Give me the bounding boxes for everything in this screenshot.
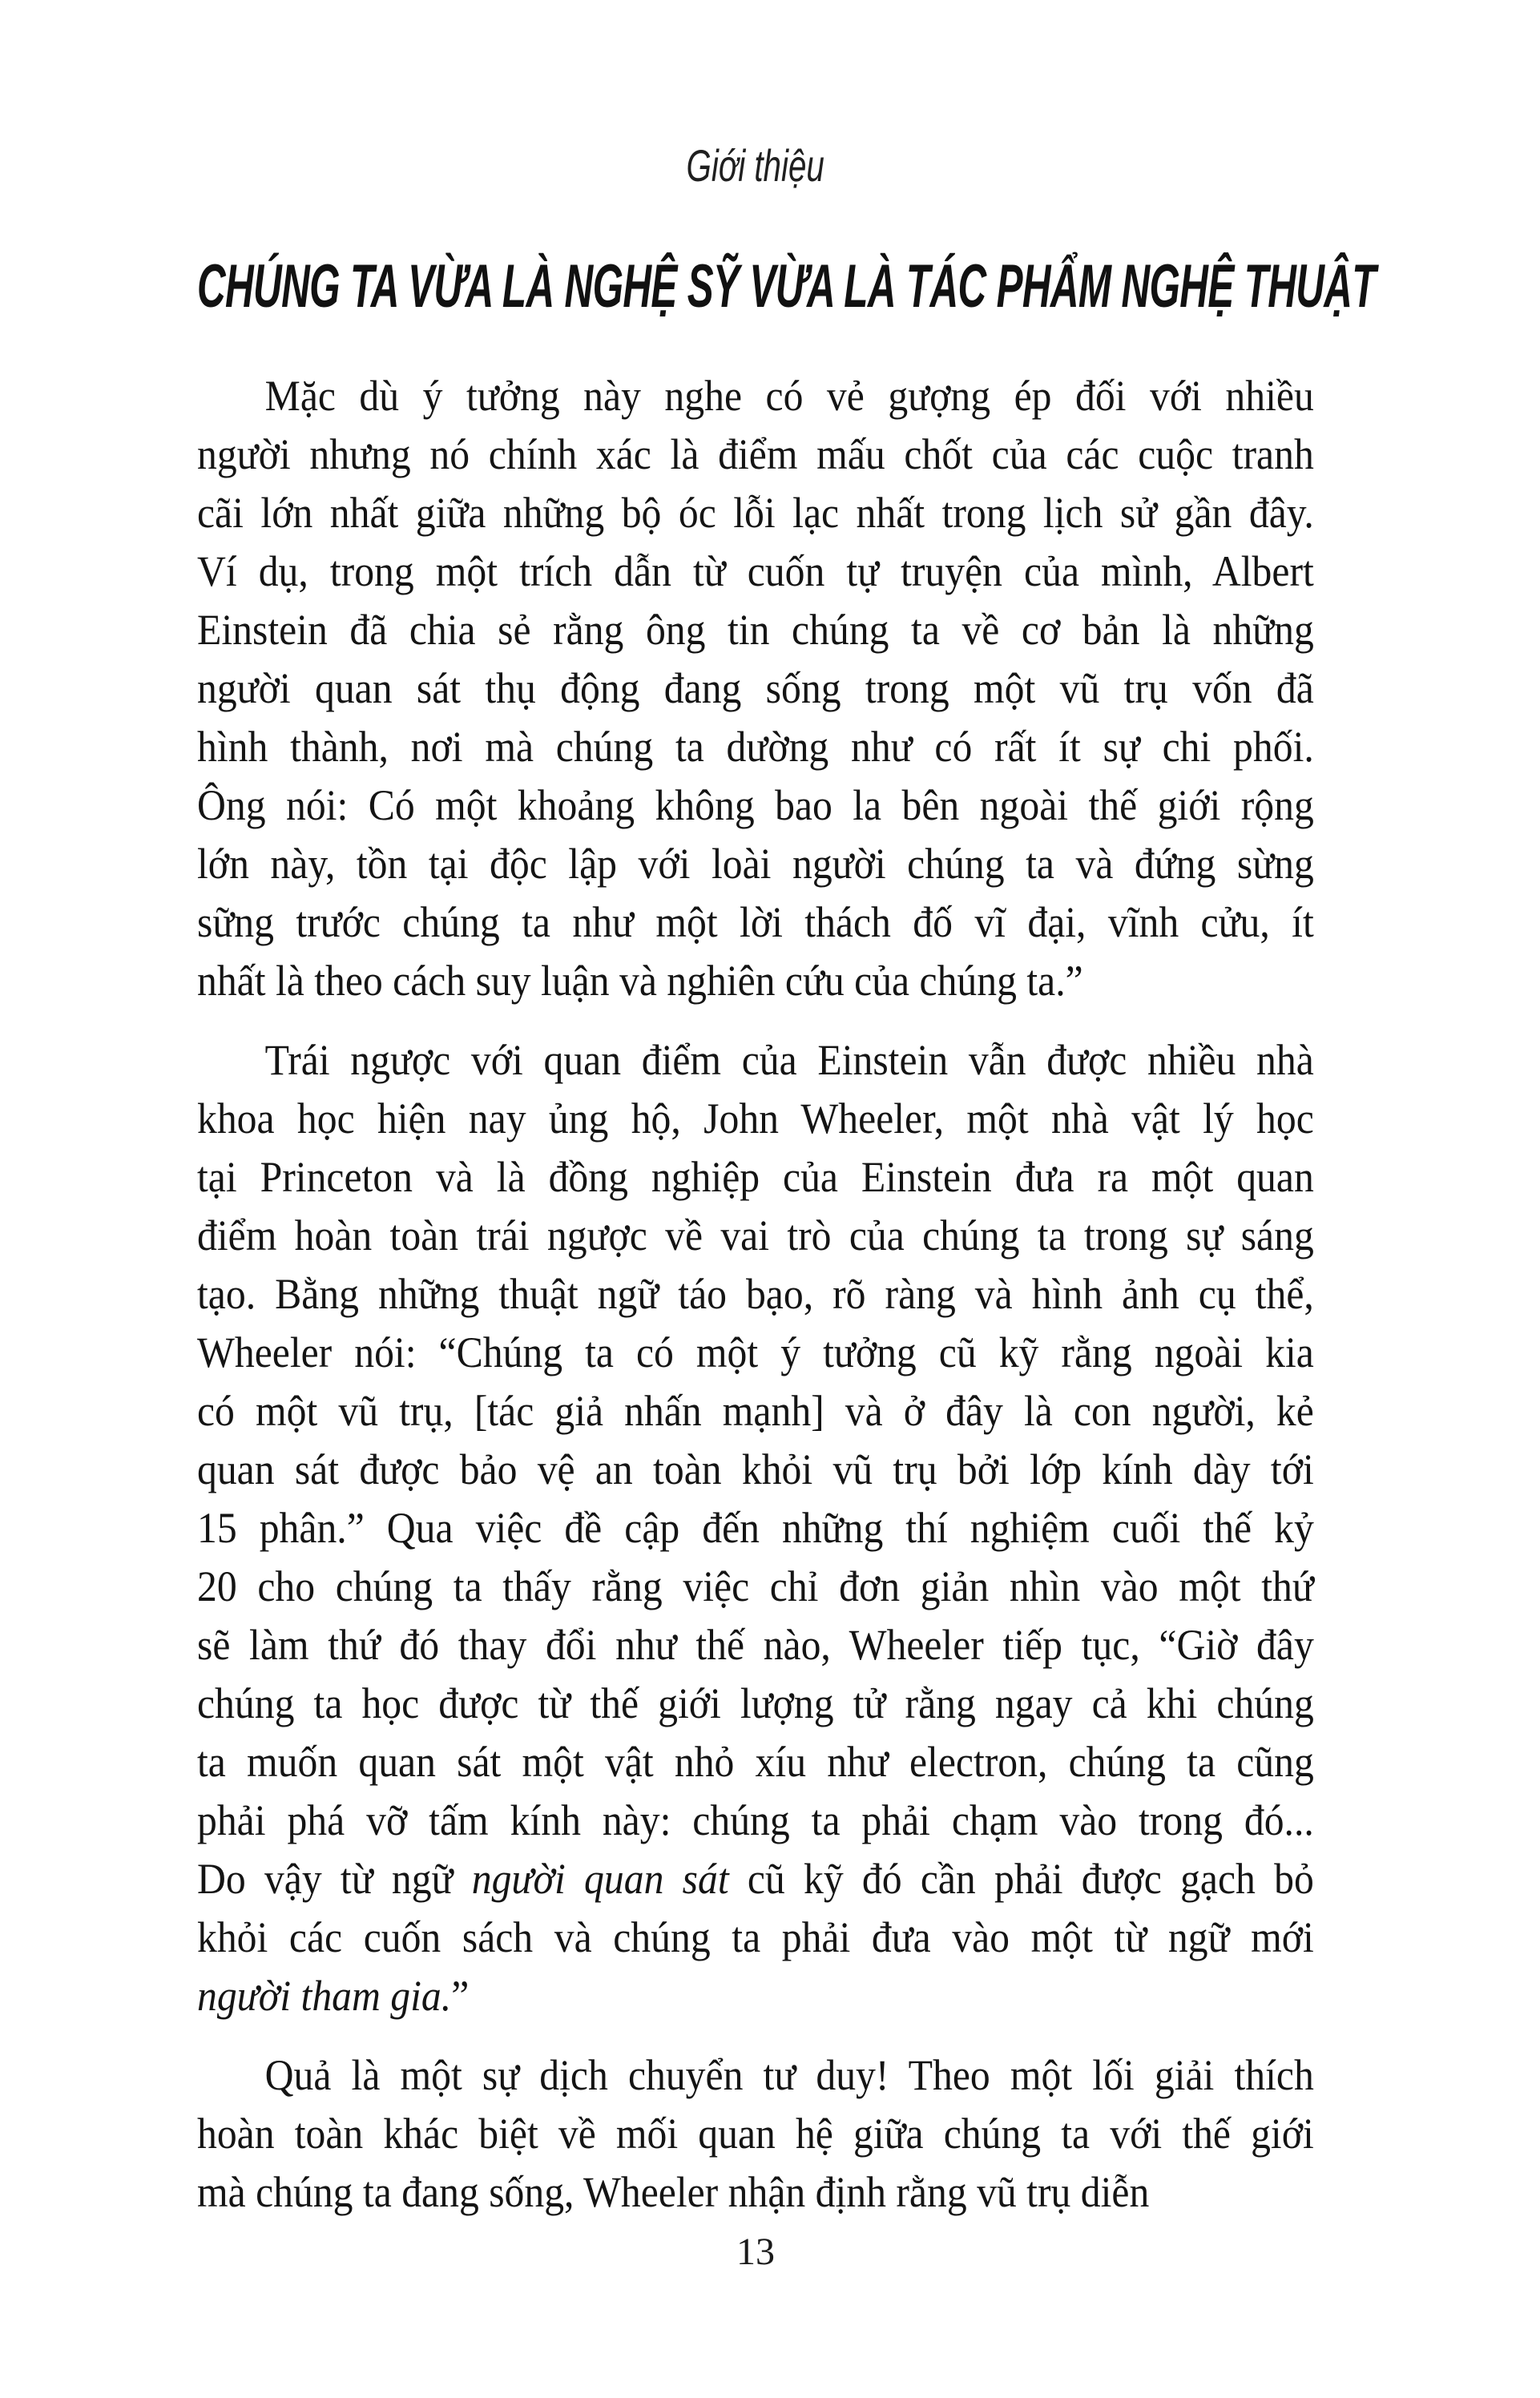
- body-text-segment: hoàn toàn khác biệt về mối quan hệ giữa chúng ta với thế giới: [197, 2110, 1314, 2158]
- paragraph: [197, 367, 1314, 1010]
- body-text-segment: tạo. Bằng những thuật ngữ táo bạo, rõ ràng và hình ảnh cụ thể,: [197, 1270, 1314, 1318]
- body-text: [197, 367, 1314, 2222]
- body-text-segment: Einstein đã chia sẻ rằng ông tin chúng ta về cơ bản là những: [197, 606, 1314, 654]
- body-text-segment: có một vũ trụ, [tác giả nhấn mạnh] và ở đây là con người, kẻ: [197, 1387, 1314, 1435]
- body-line: [197, 425, 1314, 484]
- running-head-label: Giới thiệu: [686, 140, 825, 191]
- body-text-segment: sững trước chúng ta như một lời thách đố vĩ đại, vĩnh cửu, ít: [197, 898, 1314, 946]
- body-text-segment: lớn này, tồn tại độc lập với loài người chúng ta và đứng sừng: [197, 840, 1314, 888]
- body-text-segment: Ông nói: Có một khoảng không bao la bên ngoài thế giới rộng: [197, 781, 1314, 829]
- body-text-segment: Mặc dù ý tưởng này nghe có vẻ gượng ép đối với nhiều: [264, 372, 1314, 420]
- body-text-segment: nhất là theo cách suy luận và nghiên cứu của chúng ta.”: [197, 957, 1083, 1005]
- body-line: [197, 1324, 1314, 1382]
- paragraph: [197, 1031, 1314, 2025]
- body-line: [197, 1558, 1314, 1616]
- body-line: [197, 1265, 1314, 1324]
- body-line: [197, 1675, 1314, 1733]
- body-line: [197, 1616, 1314, 1675]
- paragraph: [197, 2046, 1314, 2222]
- body-text-segment: tại Princeton và là đồng nghiệp của Einstein đưa ra một quan: [197, 1153, 1314, 1201]
- body-line: [197, 1967, 1314, 2025]
- body-text-segment: 15 phân.” Qua việc đề cập đến những thí nghiệm cuối thế kỷ: [197, 1504, 1314, 1552]
- body-line: [197, 1382, 1314, 1441]
- body-text-segment: Do vậy từ ngữ: [197, 1855, 472, 1903]
- body-text-segment: phải phá vỡ tấm kính này: chúng ta phải chạm vào trong đó...: [197, 1796, 1314, 1844]
- emphasized-text: người quan sát: [471, 1855, 729, 1903]
- body-line: [197, 367, 1314, 425]
- emphasized-text: người tham gia.: [197, 1972, 452, 2020]
- body-text-segment: hình thành, nơi mà chúng ta dường như có rất ít sự chi phối.: [197, 723, 1314, 771]
- body-line: [197, 1090, 1314, 1148]
- body-line: [197, 893, 1314, 952]
- body-text-segment: khỏi các cuốn sách và chúng ta phải đưa vào một từ ngữ mới: [197, 1913, 1314, 1961]
- body-line: [197, 2046, 1314, 2105]
- body-line: [197, 718, 1314, 776]
- body-text-segment: khoa học hiện nay ủng hộ, John Wheeler, một nhà vật lý học: [197, 1094, 1314, 1143]
- body-text-segment: Wheeler nói: “Chúng ta có một ý tưởng cũ kỹ rằng ngoài kia: [197, 1328, 1314, 1376]
- body-line: [197, 1791, 1314, 1850]
- body-text-segment: cãi lớn nhất giữa những bộ óc lỗi lạc nhất trong lịch sử gần đây.: [197, 489, 1314, 537]
- body-text-segment: Ví dụ, trong một trích dẫn từ cuốn tự truyện của mình, Albert: [197, 547, 1314, 595]
- body-text-segment: ”: [451, 1972, 470, 2020]
- body-text-segment: người quan sát thụ động đang sống trong một vũ trụ vốn đã: [197, 664, 1314, 712]
- body-text-segment: quan sát được bảo vệ an toàn khỏi vũ trụ bởi lớp kính dày tới: [197, 1445, 1314, 1493]
- body-line: [197, 952, 1314, 1010]
- body-line: [197, 1441, 1314, 1499]
- body-line: [197, 1148, 1314, 1207]
- body-text-segment: Quả là một sự dịch chuyển tư duy! Theo một lối giải thích: [264, 2051, 1314, 2099]
- body-text-segment: 20 cho chúng ta thấy rằng việc chỉ đơn giản nhìn vào một thứ: [197, 1562, 1314, 1610]
- body-text-segment: sẽ làm thứ đó thay đổi như thế nào, Wheeler tiếp tục, “Giờ đây: [197, 1621, 1314, 1669]
- body-line: [197, 1499, 1314, 1558]
- body-text-segment: mà chúng ta đang sống, Wheeler nhận định rằng vũ trụ diễn: [197, 2168, 1150, 2216]
- body-line: [197, 2163, 1314, 2222]
- body-line: [197, 776, 1314, 835]
- chapter-title: CHÚNG TA VỪA LÀ NGHỆ SỸ VỪA LÀ TÁC PHẨM NGHỆ THUẬT: [197, 252, 1376, 320]
- body-line: [197, 1908, 1314, 1967]
- body-line: [197, 542, 1314, 601]
- body-line: [197, 1031, 1314, 1090]
- body-line: [197, 2105, 1314, 2163]
- body-line: [197, 659, 1314, 718]
- body-line: [197, 1850, 1314, 1908]
- body-text-segment: chúng ta học được từ thế giới lượng tử rằng ngay cả khi chúng: [197, 1679, 1314, 1727]
- body-text-segment: điểm hoàn toàn trái ngược về vai trò của chúng ta trong sự sáng: [197, 1211, 1314, 1259]
- page-number: 13: [736, 2231, 775, 2273]
- body-line: [197, 835, 1314, 893]
- running-head: [197, 142, 1314, 190]
- body-line: [197, 601, 1314, 659]
- body-text-segment: ta muốn quan sát một vật nhỏ xíu như electron, chúng ta cũng: [197, 1738, 1314, 1786]
- body-text-segment: cũ kỹ đó cần phải được gạch bỏ: [728, 1855, 1314, 1903]
- body-text-segment: người nhưng nó chính xác là điểm mấu chốt của các cuộc tranh: [197, 430, 1314, 478]
- body-line: [197, 1733, 1314, 1791]
- body-text-segment: Trái ngược với quan điểm của Einstein vẫn được nhiều nhà: [264, 1036, 1314, 1084]
- body-line: [197, 1207, 1314, 1265]
- body-line: [197, 484, 1314, 542]
